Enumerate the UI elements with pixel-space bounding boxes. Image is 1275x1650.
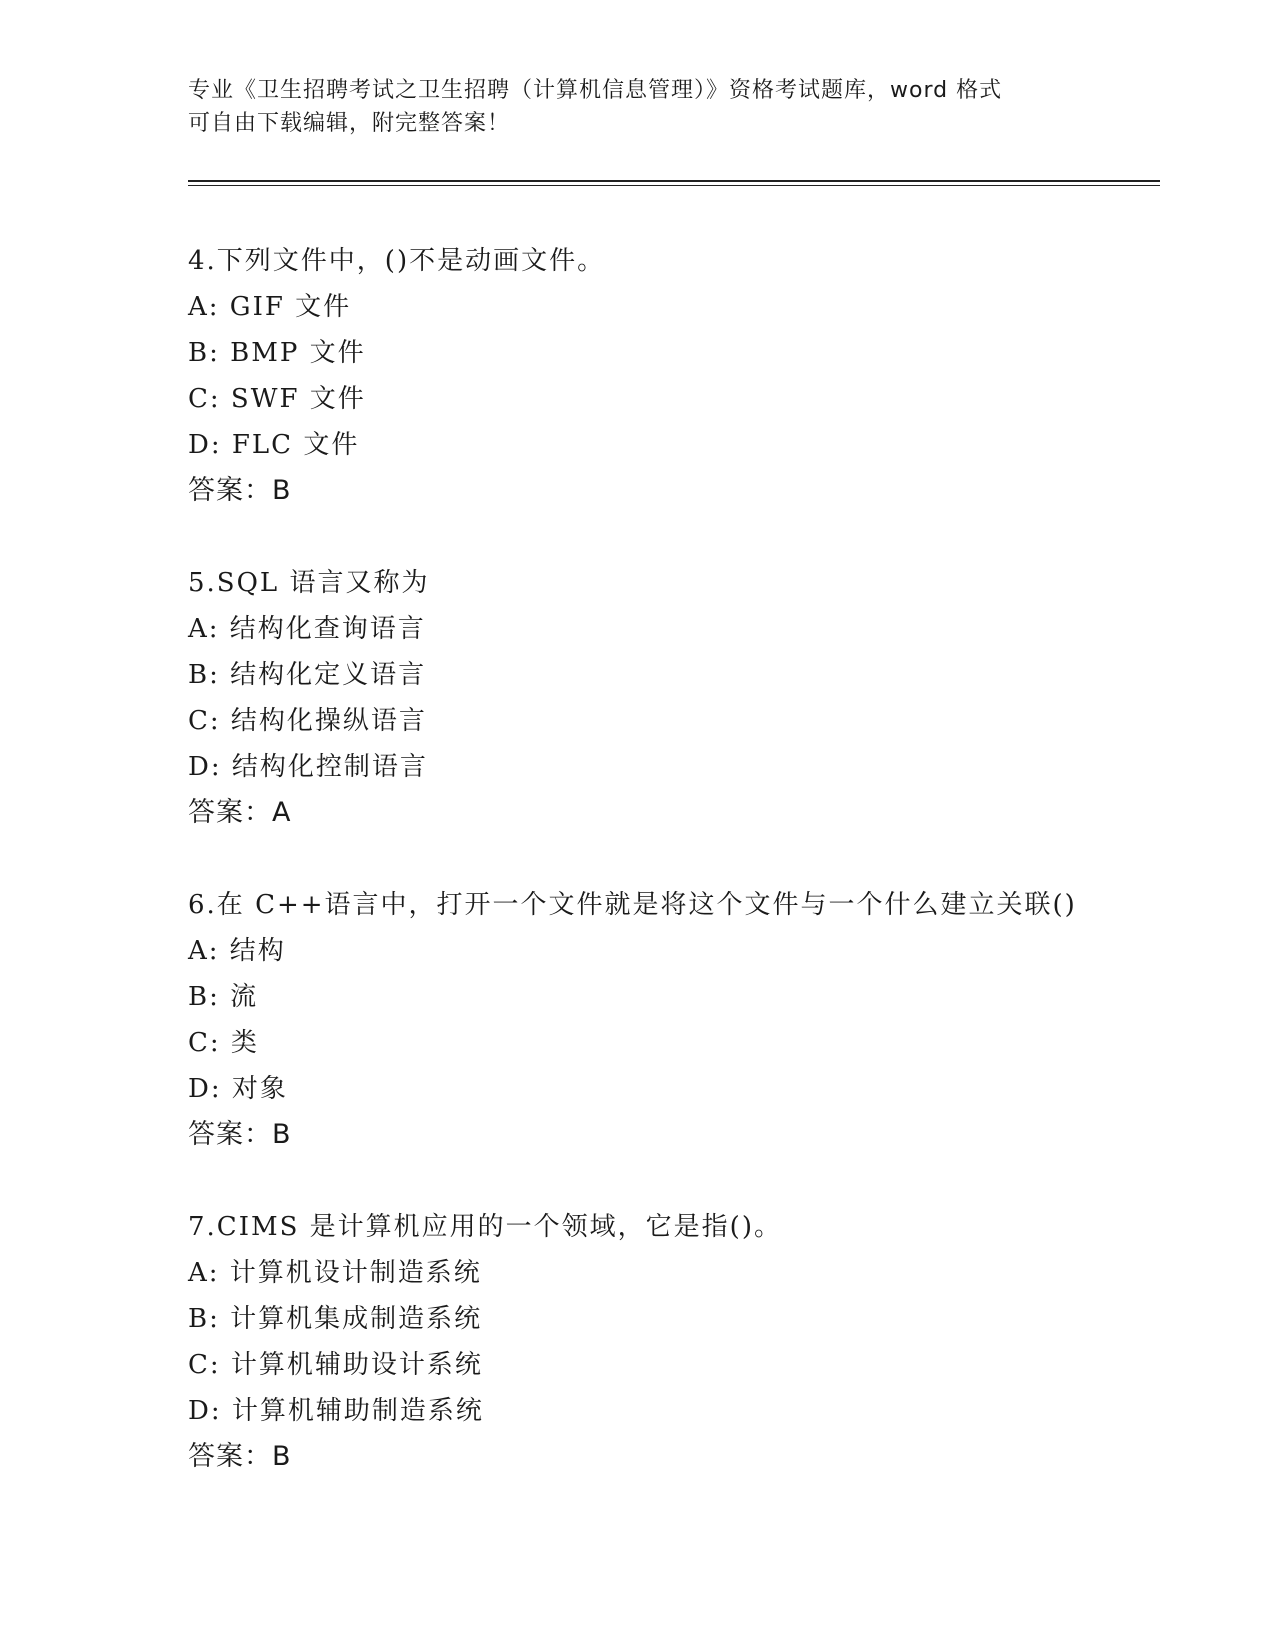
answer: 答案：B — [188, 1441, 292, 1472]
option-a: A: GIF 文件 — [188, 292, 352, 322]
question-stem: 7.CIMS 是计算机应用的一个领域，它是指()。 — [188, 1212, 782, 1242]
option-b: B: BMP 文件 — [188, 338, 366, 368]
document-header — [188, 74, 1078, 140]
option-d: D: 计算机辅助制造系统 — [188, 1396, 484, 1426]
option-a: A: 计算机设计制造系统 — [188, 1258, 482, 1288]
option-b: B: 计算机集成制造系统 — [188, 1304, 483, 1334]
header-divider-top — [188, 180, 1160, 182]
option-d: D: 结构化控制语言 — [188, 752, 428, 782]
question-7 — [188, 1204, 1188, 1480]
answer: 答案：A — [188, 797, 292, 828]
question-6 — [188, 882, 1188, 1158]
question-stem: 6.在 C++语言中，打开一个文件就是将这个文件与一个什么建立关联() — [188, 890, 1077, 920]
question-5 — [188, 560, 1188, 836]
question-stem: 5.SQL 语言又称为 — [188, 568, 430, 598]
question-4 — [188, 238, 1188, 514]
option-c: C: 类 — [188, 1028, 259, 1058]
option-a: A: 结构 — [188, 936, 286, 966]
option-d: D: FLC 文件 — [188, 430, 360, 460]
option-b: B: 结构化定义语言 — [188, 660, 427, 690]
answer: 答案：B — [188, 475, 292, 506]
header-line-1: 专业《卫生招聘考试之卫生招聘（计算机信息管理）》资格考试题库，word 格式 — [188, 78, 1003, 103]
header-divider-bottom — [188, 185, 1160, 186]
question-stem: 4.下列文件中，()不是动画文件。 — [188, 246, 606, 276]
option-d: D: 对象 — [188, 1074, 288, 1104]
option-c: C: 结构化操纵语言 — [188, 706, 427, 736]
option-b: B: 流 — [188, 982, 259, 1012]
header-line-2: 可自由下载编辑，附完整答案！ — [188, 111, 511, 136]
option-c: C: 计算机辅助设计系统 — [188, 1350, 483, 1380]
option-c: C: SWF 文件 — [188, 384, 366, 414]
option-a: A: 结构化查询语言 — [188, 614, 426, 644]
answer: 答案：B — [188, 1119, 292, 1150]
